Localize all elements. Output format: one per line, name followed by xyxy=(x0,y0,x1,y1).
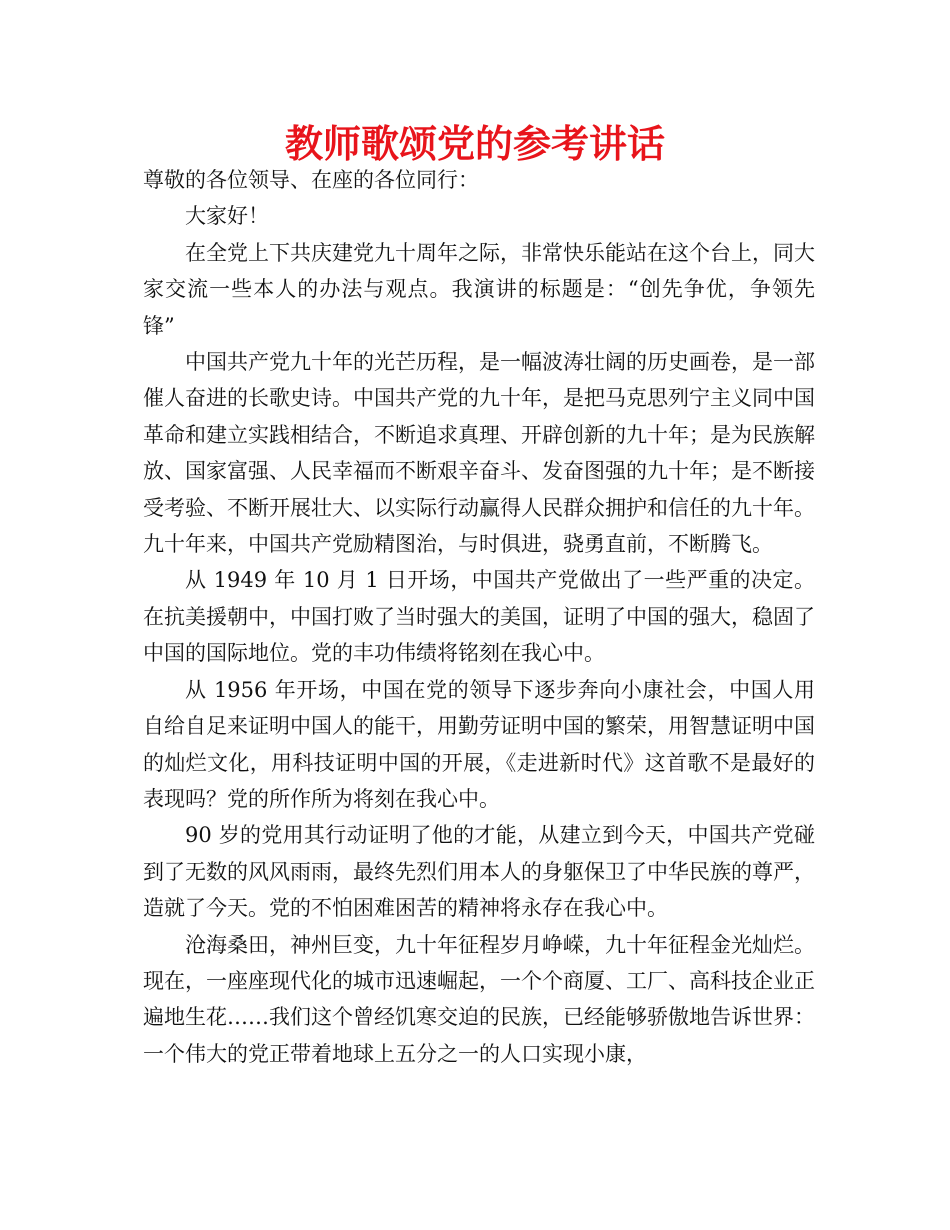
paragraph-history: 中国共产党九十年的光芒历程，是一幅波涛壮阔的历史画卷，是一部催人奋进的长歌史诗。中国共产党的九十年，是把马克思列宁主义同中国革命和建立实践相结合，不断追求真理、开辟创新的九十年；是为民族解放、国家富强、人民幸福而不断艰辛奋斗、发奋图强的九十年；是不断接受考验、不断开展壮大、以实际行动赢得人民群众拥护和信任的九十年。九十年来，中国共产党励精图治，与时俱进，骁勇直前，不断腾飞。 xyxy=(143,350,815,557)
paragraph-90-years: 90 岁的党用其行动证明了他的才能，从建立到今天，中国共产党碰到了无数的风风雨雨，最终先烈们用本人的身躯保卫了中华民族的尊严，造就了今天。党的不怕困难困苦的精神将永存在我心中。 xyxy=(143,823,815,921)
salutation: 尊敬的各位领导、在座的各位同行： xyxy=(143,168,479,192)
document-body xyxy=(143,162,815,1072)
paragraph-intro: 在全党上下共庆建党九十周年之际，非常快乐能站在这个台上，同大家交流一些本人的办法与观点。我演讲的标题是：“创先争优，争领先锋” xyxy=(143,240,815,338)
paragraph-changes: 沧海桑田，神州巨变，九十年征程岁月峥嵘，九十年征程金光灿烂。现在，一座座现代化的城市迅速崛起，一个个商厦、工厂、高科技企业正遍地生花……我们这个曾经饥寒交迫的民族，已经能够骄傲地告诉世界：一个伟大的党正带着地球上五分之一的人口实现小康， xyxy=(143,932,815,1066)
paragraph-1956: 从 1956 年开场，中国在党的领导下逐步奔向小康社会，中国人用自给自足来证明中国人的能干，用勤劳证明中国的繁荣，用智慧证明中国的灿烂文化，用科技证明中国的开展，《走进新时代》这首歌不是最好的表现吗？党的所作所为将刻在我心中。 xyxy=(143,677,815,811)
document-title: 教师歌颂党的参考讲话 xyxy=(284,122,665,166)
paragraph-1949: 从 1949 年 10 月 1 日开场，中国共产党做出了一些严重的决定。在抗美援朝中，中国打败了当时强大的美国，证明了中国的强大，稳固了中国的国际地位。党的丰功伟绩将铭刻在我心中。 xyxy=(143,568,815,666)
paragraph-greeting: 大家好！ xyxy=(185,204,269,229)
